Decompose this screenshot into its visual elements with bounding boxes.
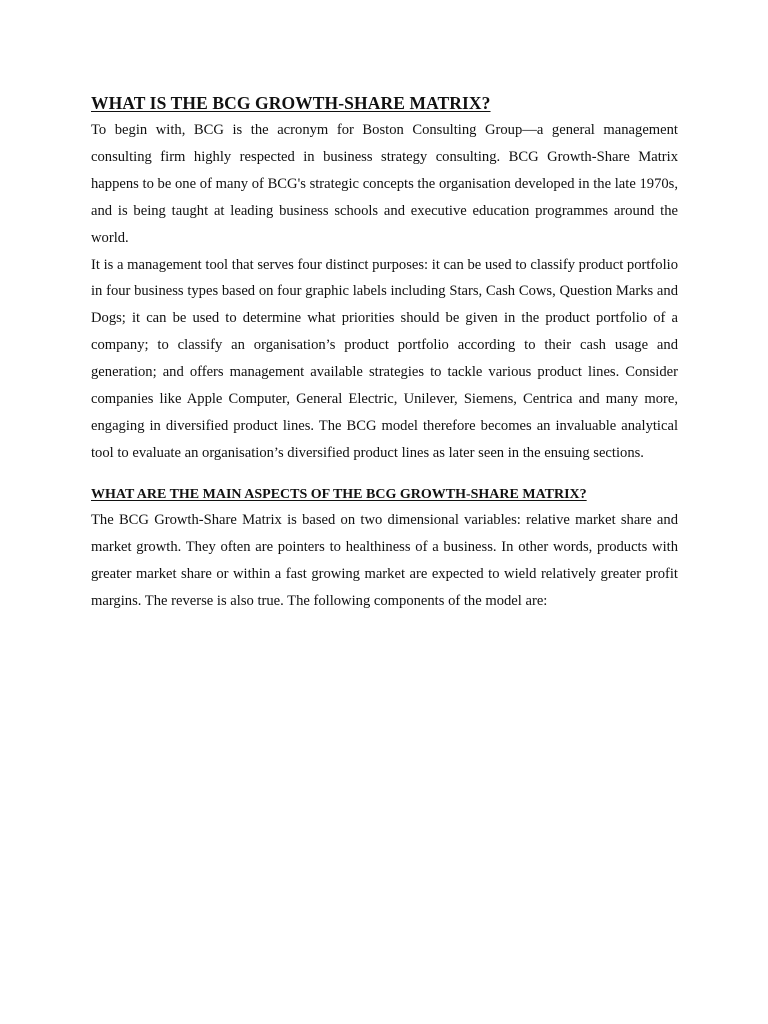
heading-main-aspects: WHAT ARE THE MAIN ASPECTS OF THE BCG GROWTH-SHARE MATRIX? <box>91 486 587 502</box>
heading-what-is-bcg-matrix: WHAT IS THE BCG GROWTH-SHARE MATRIX? <box>91 93 491 113</box>
paragraph-bcg-purposes: It is a management tool that serves four distinct purposes: it can be used to classify product portfolio in four business types based on four graphic labels including Stars, Cash Cows, Question Marks and Dogs; it can be used to determine what priorities should be given in the product portfolio of a company; to classify an organisation’s product portfolio according to their cash usage and generation; and offers management available strategies to tackle various product lines. Consider companies like Apple Computer, General Electric, Unilever, Siemens, Centrica and many more, engaging in diversified product lines. The BCG model therefore becomes an invaluable analytical tool to evaluate an organisation’s diversified product lines as later seen in the ensuing sections. <box>91 256 678 461</box>
paragraph-matrix-dimensions: The BCG Growth-Share Matrix is based on two dimensional variables: relative market share and market growth. They often are pointers to healthiness of a business. In other words, products with greater market share or within a fast growing market are expected to wield relatively greater profit margins. The reverse is also true. The following components of the model are: <box>91 511 678 609</box>
document-body <box>91 92 678 614</box>
paragraph-bcg-introduction: To begin with, BCG is the acronym for Boston Consulting Group—a general management consulting firm highly respected in business strategy consulting. BCG Growth-Share Matrix happens to be one of many of BCG's strategic concepts the organisation developed in the late 1970s, and is being taught at leading business schools and executive education programmes around the world. <box>91 122 678 246</box>
section-spacer <box>91 467 678 484</box>
